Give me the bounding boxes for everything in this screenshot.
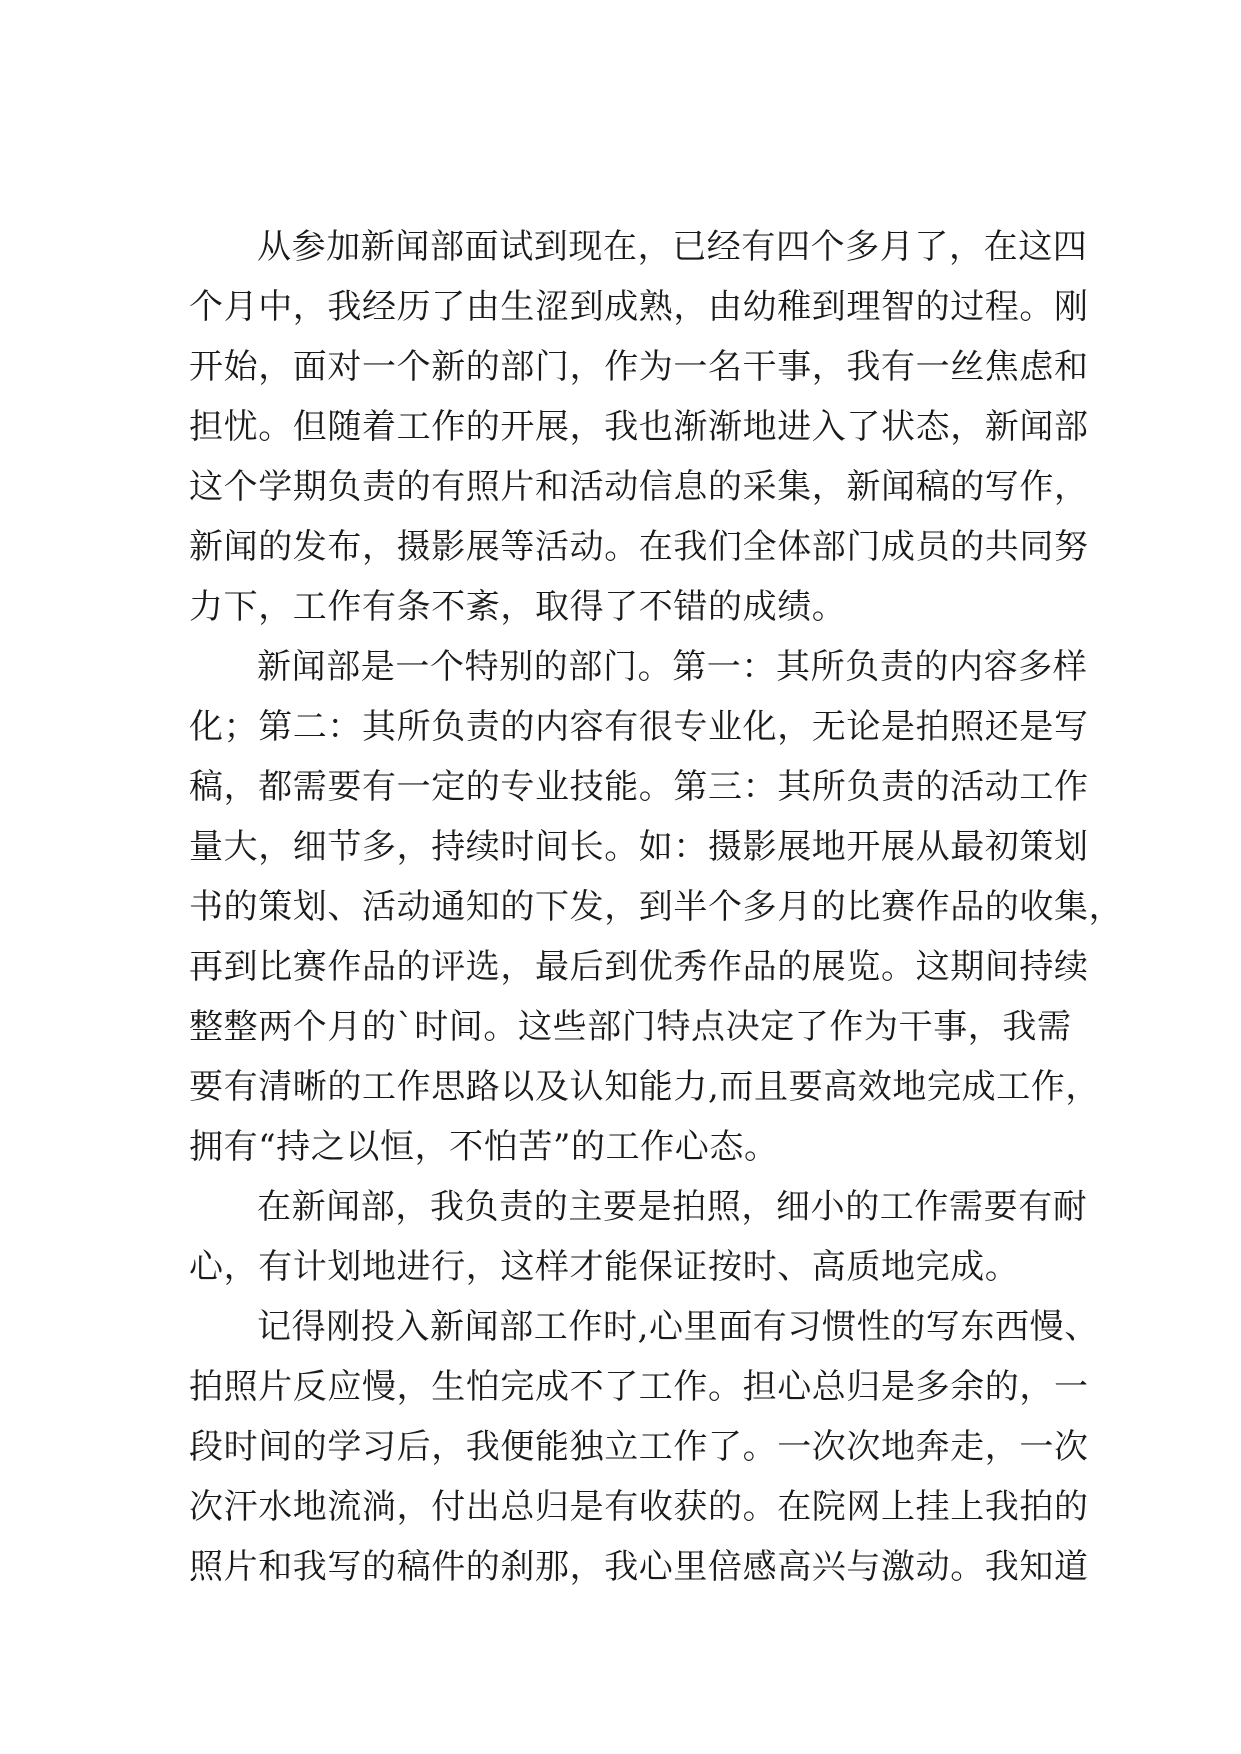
text-line: 要有清晰的工作思路以及认知能力,而且要高效地完成工作， bbox=[189, 1067, 1101, 1107]
text-line: 照片和我写的稿件的刹那，我心里倍感高兴与激动。我知道 bbox=[189, 1547, 1089, 1587]
text-line: 心，有计划地进行，这样才能保证按时、高质地完成。 bbox=[189, 1247, 1020, 1287]
text-line: 个月中，我经历了由生涩到成熟，由幼稚到理智的过程。刚 bbox=[189, 287, 1089, 327]
text-line: 化；第二：其所负责的内容有很专业化，无论是拍照还是写 bbox=[189, 707, 1089, 747]
text-line: 书的策划、活动通知的下发，到半个多月的比赛作品的收集， bbox=[189, 887, 1124, 927]
text-line: 段时间的学习后，我便能独立工作了。一次次地奔走，一次 bbox=[189, 1427, 1089, 1467]
text-line: 再到比赛作品的评选，最后到优秀作品的展览。这期间持续 bbox=[189, 947, 1089, 987]
text-line: 拥有“持之以恒，不怕苦”的工作心态。 bbox=[189, 1127, 779, 1167]
text-line: 力下，工作有条不紊，取得了不错的成绩。 bbox=[189, 587, 847, 627]
text-line: 整整两个月的`时间。这些部门特点决定了作为干事，我需 bbox=[189, 1007, 1072, 1047]
text-line: 新闻的发布，摄影展等活动。在我们全体部门成员的共同努 bbox=[189, 527, 1089, 567]
text-line: 量大，细节多，持续时间长。如：摄影展地开展从最初策划 bbox=[189, 827, 1089, 867]
text-line: 新闻部是一个特别的部门。第一：其所负责的内容多样 bbox=[257, 647, 1088, 687]
text-line: 记得刚投入新闻部工作时,心里面有习惯性的写东西慢、 bbox=[257, 1307, 1099, 1347]
text-line: 从参加新闻部面试到现在，已经有四个多月了，在这四 bbox=[257, 227, 1088, 267]
text-line: 这个学期负责的有照片和活动信息的采集，新闻稿的写作， bbox=[189, 467, 1089, 507]
text-line: 次汗水地流淌，付出总归是有收获的。在院网上挂上我拍的 bbox=[189, 1487, 1089, 1527]
text-line: 在新闻部，我负责的主要是拍照，细小的工作需要有耐 bbox=[257, 1187, 1088, 1227]
text-line: 担忧。但随着工作的开展，我也渐渐地进入了状态，新闻部 bbox=[189, 407, 1089, 447]
body-text bbox=[189, 217, 1124, 1597]
text-line: 拍照片反应慢，生怕完成不了工作。担心总归是多余的，一 bbox=[189, 1367, 1089, 1407]
text-line: 稿，都需要有一定的专业技能。第三：其所负责的活动工作 bbox=[189, 767, 1089, 807]
text-line: 开始，面对一个新的部门，作为一名干事，我有一丝焦虑和 bbox=[189, 347, 1089, 387]
